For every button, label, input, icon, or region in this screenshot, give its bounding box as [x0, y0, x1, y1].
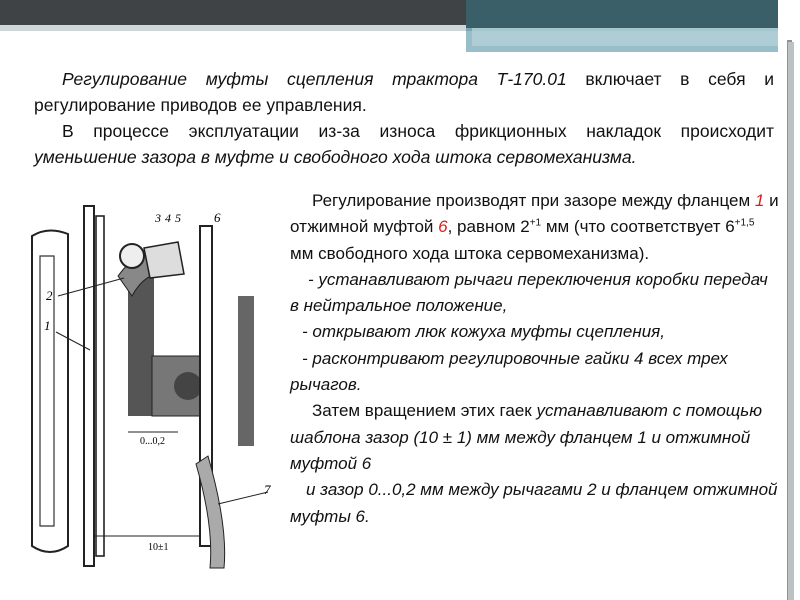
procedure-paragraph-5: Затем вращением этих гаек устанавливают с помощью шаблона зазор (10 ± 1) мм между фланцем 1 и отжимной муфтой 6 [290, 401, 762, 473]
label-7: 7 [264, 482, 271, 497]
header-end [778, 0, 800, 40]
procedure-paragraph-6: и зазор 0...0,2 мм между рычагами 2 и фланцем отжимной муфты 6. [290, 480, 778, 526]
procedure-text [290, 188, 780, 530]
clutch-diagram [28, 196, 280, 574]
intro-paragraph-1: Регулирование муфты сцепления трактора Т-170.01 включает в себя и регулирование приводов ее управления. [34, 69, 774, 115]
label-dim: 10±1 [148, 542, 169, 553]
ref-flange-1: 1 [754, 191, 765, 210]
hub-center [174, 372, 202, 400]
housing-outline [32, 230, 68, 552]
gear-teeth [238, 296, 254, 446]
intro-paragraph-2: В процессе эксплуатации из-за износа фрикционных накладок происходит уменьшение зазора в муфте и свободного хода штока сервомеханизма. [34, 121, 774, 167]
slide-header-bar [0, 0, 800, 28]
label-4: 4 [165, 211, 171, 225]
leader-7 [218, 492, 268, 504]
label-gap: 0...0,2 [140, 436, 165, 447]
step-1: - устанавливают рычаги переключения коробки передач в нейтральное положение, [290, 269, 768, 316]
label-3: 3 [155, 211, 161, 225]
label-1: 1 [44, 318, 51, 333]
label-6: 6 [214, 210, 221, 225]
procedure-paragraph-1: Регулирование производят при зазоре между фланцем 1 и отжимной муфтой 6, равном $2^{+1}$ мм (что соответствует $6^{+1,5}$ мм свободного хода штока сервомеханизма). [290, 191, 779, 263]
ref-sleeve-6: 6 [438, 217, 448, 237]
flywheel-plate-1 [84, 206, 94, 566]
adjust-nut-4 [120, 244, 144, 268]
step-2: - открывают люк кожуха муфты сцепления, [302, 322, 665, 342]
step-3: - расконтривают регулировочные гайки 4 всех трех рычагов. [290, 348, 728, 395]
label-5: 5 [175, 211, 181, 225]
slide-frame-shadow [788, 42, 794, 600]
flywheel-plate-2 [96, 216, 104, 556]
intro-text [34, 66, 774, 170]
label-2: 2 [46, 288, 53, 303]
header-accent-dark [466, 0, 778, 31]
bracket-3 [144, 242, 184, 278]
